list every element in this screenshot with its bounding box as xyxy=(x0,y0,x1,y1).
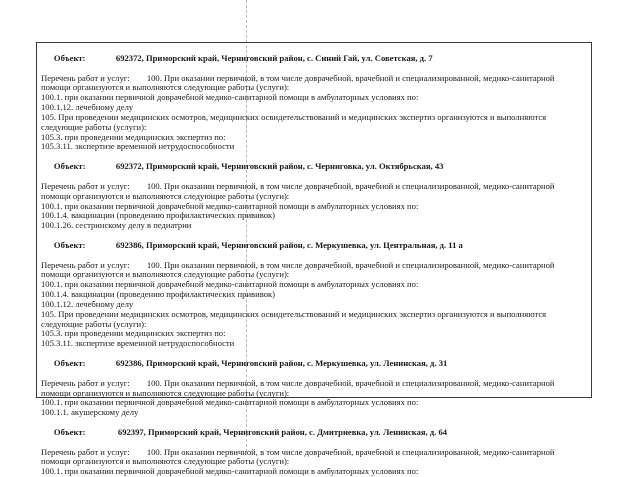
object-line: помощи организуются и выполняются следующие работы (услуги): xyxy=(41,82,290,93)
object-line: 100.1.4. вакцинации (проведению профилактических прививок) xyxy=(41,210,276,221)
object-block xyxy=(41,231,588,349)
object-address: 692386, Приморский край, Черниговский район, с. Меркушевка, ул. Ленинская, д. 31 xyxy=(115,358,448,368)
object-line: Перечень работ и услуг: 100. При оказании первичной, в том числе доврачебной, врачебной и специализированной, медико-санитарной xyxy=(41,377,555,388)
object-line: помощи организуются и выполняются следующие работы (услуги): xyxy=(41,387,290,398)
object-line: 100.1. при оказании первичной доврачебной медико-санитарной помощи в амбулаторных условиях по: xyxy=(41,466,419,477)
object-line: 105.3. при проведении медицинских экспертиз по: xyxy=(41,328,226,339)
object-line: помощи организуются и выполняются следующие работы (услуги): xyxy=(41,456,290,467)
object-block xyxy=(41,418,588,477)
object-block xyxy=(41,152,588,231)
object-label: Объект: xyxy=(53,426,86,437)
object-header xyxy=(41,349,588,379)
object-line: 100.1.12. лечебному делу xyxy=(41,102,134,113)
object-line: Перечень работ и услуг: 100. При оказании первичной, в том числе доврачебной, врачебной и специализированной, медико-санитарной xyxy=(41,180,555,191)
object-line: 100.1.1. акушерскому делу xyxy=(41,407,139,418)
object-label: Объект: xyxy=(53,239,86,250)
object-line: 100.1. при оказании первичной доврачебной медико-санитарной помощи в амбулаторных условиях по: xyxy=(41,397,419,408)
object-address: 692372, Приморский край, Черниговский район, с. Черниговка, ул. Октябрьская, 43 xyxy=(115,161,444,172)
object-line: 105.3.11. экспертизе временной нетрудоспособности xyxy=(41,338,235,349)
object-line: следующие работы (услуги): xyxy=(41,121,147,132)
object-line: Перечень работ и услуг: 100. При оказании первичной, в том числе доврачебной, врачебной и специализированной, медико-санитарной xyxy=(41,446,555,457)
document-frame xyxy=(36,42,592,477)
object-address: 692372, Приморский край, Черниговский район, с. Синий Гай, ул. Советская, д. 7 xyxy=(115,52,433,63)
object-line: 100.1. при оказании первичной доврачебной медико-санитарной помощи в амбулаторных условиях по: xyxy=(41,92,419,103)
object-block xyxy=(41,44,588,152)
object-line: следующие работы (услуги): xyxy=(41,318,147,329)
object-address: 692386, Приморский край, Черниговский район, с. Меркушевка, ул. Центральная, д. 11 а xyxy=(115,239,463,250)
object-line: 105.3.11. экспертизе временной нетрудоспособности xyxy=(41,141,235,152)
object-label: Объект: xyxy=(53,161,86,172)
object-address: 692397, Приморский край, Черниговский район, с. Дмитриевка, ул. Ленинская, д. 64 xyxy=(117,426,448,437)
object-line: помощи организуются и выполняются следующие работы (услуги): xyxy=(41,269,290,280)
object-label: Объект: xyxy=(53,52,86,63)
object-line: 100.1. при оказании первичной доврачебной медико-санитарной помощи в амбулаторных условиях по: xyxy=(41,279,419,290)
object-line: 100.1.26. сестринскому делу в педиатрии xyxy=(41,220,192,231)
object-line: 105. При проведении медицинских осмотров, медицинских освидетельствований и медицинских экспертиз организуются и выполняются xyxy=(41,308,547,319)
object-line: 100.1.12. лечебному делу xyxy=(41,298,134,309)
object-header xyxy=(41,152,588,182)
object-line: 105.3. при проведении медицинских экспертиз по: xyxy=(41,131,226,142)
object-line: 105. При проведении медицинских осмотров, медицинских освидетельствований и медицинских экспертиз организуются и выполняются xyxy=(41,111,547,122)
object-block xyxy=(41,349,588,418)
object-line: 100.1. при оказании первичной доврачебной медико-санитарной помощи в амбулаторных условиях по: xyxy=(41,200,419,211)
object-header xyxy=(41,44,588,74)
object-line: 100.1.4. вакцинации (проведению профилактических прививок) xyxy=(41,289,276,300)
object-label: Объект: xyxy=(53,358,86,368)
object-line: помощи организуются и выполняются следующие работы (услуги): xyxy=(41,190,290,201)
object-header xyxy=(41,418,588,448)
object-line: Перечень работ и услуг: 100. При оказании первичной, в том числе доврачебной, врачебной и специализированной, медико-санитарной xyxy=(41,259,555,270)
object-line: Перечень работ и услуг: 100. При оказании первичной, в том числе доврачебной, врачебной и специализированной, медико-санитарной xyxy=(41,72,555,83)
object-header xyxy=(41,231,588,261)
